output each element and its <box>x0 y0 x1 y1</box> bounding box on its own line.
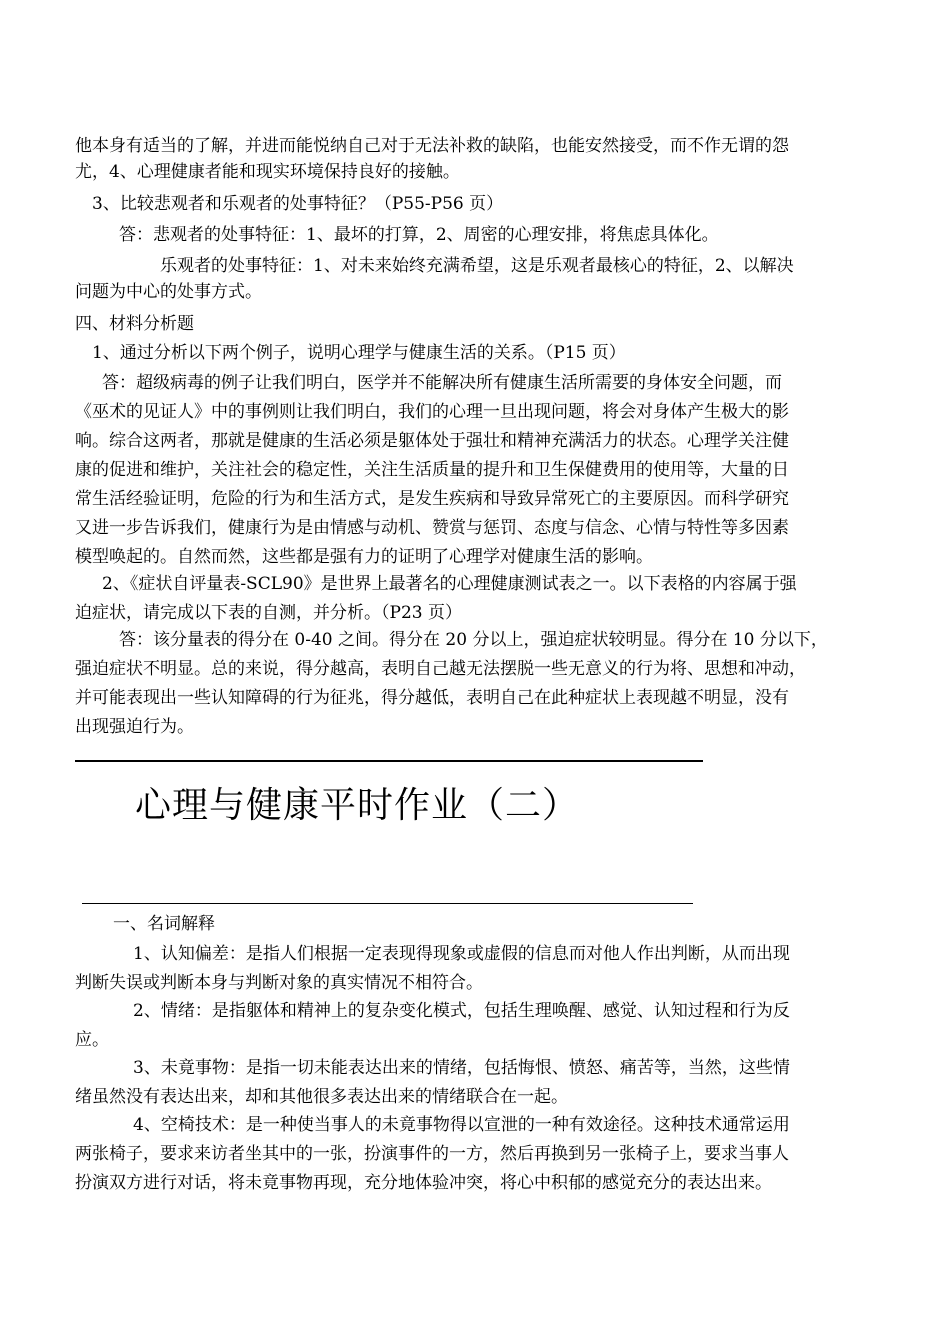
section-heading: 四、材料分析题 <box>75 314 194 334</box>
answer-text: 乐观者的处事特征：1、对未来始终充满希望，这是乐观者最核心的特征，2、以解决 <box>160 256 794 276</box>
answer-text: 答：该分量表的得分在 0-40 之间。得分在 20 分以上，强迫症状较明显。得分在 10 分以下， <box>119 630 828 650</box>
term-text: 扮演双方进行对话，将未竟事物再现，充分地体验冲突，将心中积郁的感觉充分的表达出来。 <box>75 1173 772 1193</box>
question-text: 3、比较悲观者和乐观者的处事特征？（P55-P56 页） <box>92 194 504 214</box>
title-top-rule <box>75 760 703 762</box>
term-text: 应。 <box>75 1030 109 1050</box>
question-3 <box>75 191 878 217</box>
question-text: 1、通过分析以下两个例子，说明心理学与健康生活的关系。（P15 页） <box>92 343 626 363</box>
answer-text: 模型唤起的。自然而然，这些都是强有力的证明了心理学对健康生活的影响。 <box>75 547 653 567</box>
answer-text: 常生活经验证明，危险的行为和生活方式，是发生疾病和导致异常死亡的主要原因。而科学研究 <box>75 489 789 509</box>
title-bottom-rule <box>82 903 693 904</box>
section-heading: 一、名词解释 <box>113 914 215 934</box>
question-text: 2、《症状自评量表-SCL90》是世界上最著名的心理健康测试表之一。以下表格的内容属于强 <box>102 574 797 594</box>
section-four-heading <box>75 311 878 337</box>
section-four-a2 <box>75 626 878 742</box>
section-one-heading <box>75 911 878 937</box>
answer-text: 出现强迫行为。 <box>75 717 194 737</box>
text-line: 尤，4、心理健康者能和现实环境保持良好的接触。 <box>75 162 460 182</box>
text-line: 他本身有适当的了解，并进而能悦纳自己对于无法补救的缺陷，也能安然接受，而不作无谓的怨 <box>75 136 789 156</box>
answer-text: 答：超级病毒的例子让我们明白，医学并不能解决所有健康生活所需要的身体安全问题，而 <box>102 373 782 393</box>
answer-text: 问题为中心的处事方式。 <box>75 282 262 302</box>
term-empty-chair <box>75 1111 878 1198</box>
answer-text: 康的促进和维护，关注社会的稳定性，关注生活质量的提升和卫生保健费用的使用等，大量的日 <box>75 460 789 480</box>
previous-answer-tail <box>75 133 878 185</box>
term-text: 绪虽然没有表达出来，却和其他很多表达出来的情绪联合在一起。 <box>75 1087 568 1107</box>
answer-text: 并可能表现出一些认知障碍的行为征兆，得分越低，表明自己在此种症状上表现越不明显，没有 <box>75 688 789 708</box>
answer-text: 响。综合这两者，那就是健康的生活必须是躯体处于强壮和精神充满活力的状态。心理学关注健 <box>75 431 789 451</box>
page-title: 心理与健康平时作业（二） <box>135 785 580 826</box>
answer-3-pessimist <box>75 222 878 248</box>
section-four-q2 <box>75 570 878 628</box>
answer-text: 答：悲观者的处事特征：1、最坏的打算，2、周密的心理安排，将焦虑具体化。 <box>119 225 719 245</box>
answer-text: 又进一步告诉我们，健康行为是由情感与动机、赞赏与惩罚、态度与信念、心情与特性等多因素 <box>75 518 789 538</box>
question-text: 迫症状，请完成以下表的自测，并分析。（P23 页） <box>75 603 462 623</box>
term-unfinished-business <box>75 1054 878 1112</box>
term-text: 3、未竟事物：是指一切未能表达出来的情绪，包括悔恨、愤怒、痛苦等，当然，这些情 <box>133 1058 790 1078</box>
term-cognitive-bias <box>75 940 878 998</box>
term-text: 1、认知偏差：是指人们根据一定表现得现象或虚假的信息而对他人作出判断，从而出现 <box>133 944 790 964</box>
answer-text: 《巫术的见证人》中的事例则让我们明白，我们的心理一旦出现问题，将会对身体产生极大的影 <box>75 402 789 422</box>
term-emotion <box>75 997 878 1055</box>
answer-3-optimist <box>75 253 878 305</box>
section-four-q1 <box>75 340 878 366</box>
term-text: 2、情绪：是指躯体和精神上的复杂变化模式，包括生理唤醒、感觉、认知过程和行为反 <box>133 1001 790 1021</box>
term-text: 判断失误或判断本身与判断对象的真实情况不相符合。 <box>75 973 483 993</box>
term-text: 两张椅子，要求来访者坐其中的一张，扮演事件的一方，然后再换到另一张椅子上，要求当事人 <box>75 1144 789 1164</box>
section-four-a1 <box>75 369 878 572</box>
answer-text: 强迫症状不明显。总的来说，得分越高，表明自己越无法摆脱一些无意义的行为将、思想和冲动， <box>75 659 806 679</box>
term-text: 4、空椅技术：是一种使当事人的未竟事物得以宣泄的一种有效途径。这种技术通常运用 <box>133 1115 790 1135</box>
